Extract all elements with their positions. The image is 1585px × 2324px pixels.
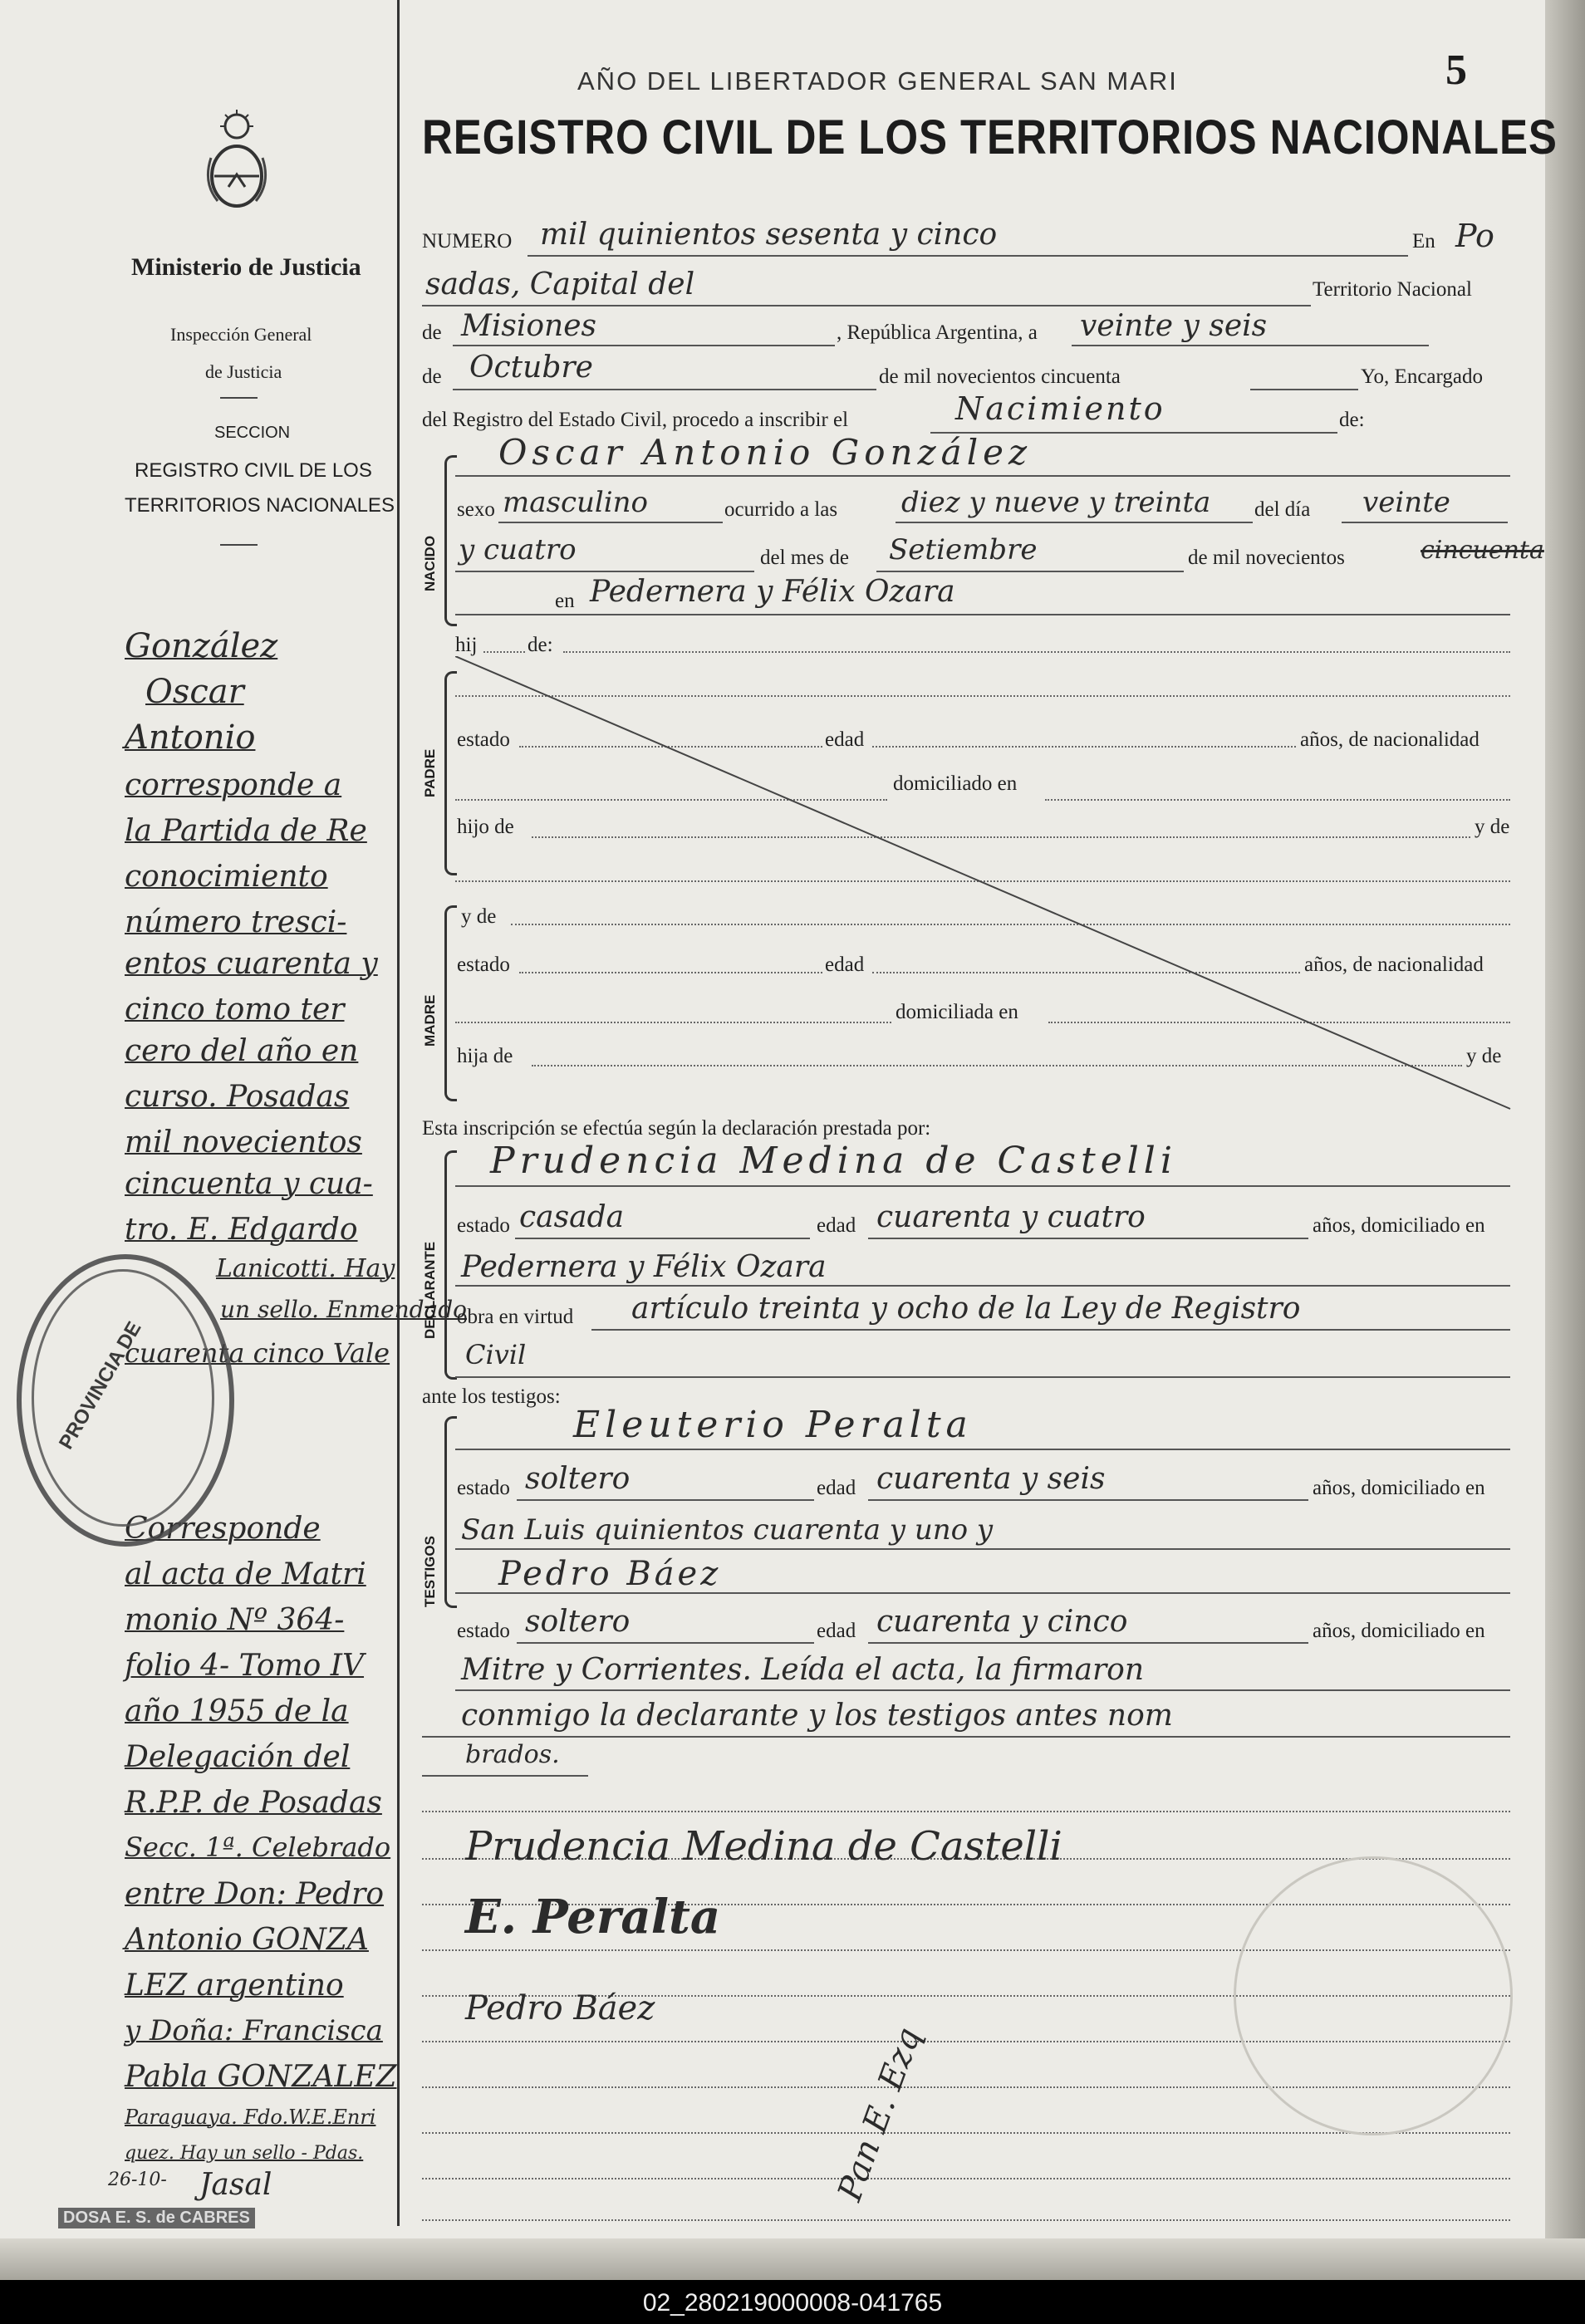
- testigo1-domicilio: San Luis quinientos cuarenta y uno y: [461, 1513, 994, 1547]
- territorio-label: Territorio Nacional: [1313, 278, 1472, 301]
- madre-y-de2-label: y de: [1466, 1045, 1502, 1067]
- obra-label: obra en virtud: [457, 1306, 574, 1328]
- page-edge-shadow: [1545, 0, 1585, 2280]
- hija-de-label: hija de: [457, 1045, 513, 1067]
- margin-note: corresponde a: [125, 768, 342, 802]
- margin-note: año 1955 de la: [125, 1694, 349, 1728]
- numero-value: mil quinientos sesenta y cinco: [540, 218, 998, 252]
- margin-note: Secc. 1ª. Celebrado: [125, 1831, 391, 1863]
- inspection-line-1: Inspección General: [170, 324, 312, 345]
- margin-note: 26-10-: [108, 2170, 167, 2190]
- image-caption: 02_280219000008-041765: [642, 2289, 943, 2317]
- obra-value-2: Civil: [465, 1339, 527, 1370]
- testigo2-domicilio-label: años, domiciliado en: [1313, 1620, 1485, 1642]
- margin-note: Oscar: [145, 673, 244, 711]
- margin-note: al acta de Matri: [125, 1557, 366, 1591]
- margin-note: LEZ argentino: [125, 1969, 344, 2003]
- testigo2-estado-label: estado: [457, 1620, 510, 1642]
- hijo-de-label: hijo de: [457, 816, 514, 838]
- testigo2-estado: soltero: [525, 1605, 631, 1639]
- anio-label: de mil novecientos cincuenta: [879, 365, 1121, 388]
- dia-nac-1: veinte: [1362, 486, 1450, 519]
- margin-note: Antonio GONZA: [125, 1923, 369, 1957]
- section-label-padre: PADRE: [422, 748, 438, 797]
- inspection-line-2: de Justicia: [205, 361, 282, 382]
- ocurrido-label: ocurrido a las: [724, 498, 838, 521]
- hij-label: hij: [455, 634, 478, 656]
- anio-nac: cincuenta: [1421, 536, 1544, 565]
- testigos-label: ante los testigos:: [422, 1385, 561, 1408]
- margin-note: mil novecientos: [125, 1125, 362, 1160]
- margin-note: cuarenta cinco Vale: [125, 1337, 390, 1369]
- en2-label: en: [555, 590, 575, 612]
- margin-note: un sello. Enmendado: [220, 1296, 468, 1323]
- page-title: REGISTRO CIVIL DE LOS TERRITORIOS NACIONALES: [422, 110, 1558, 164]
- declaracion-label: Esta inscripción se efectúa según la declaración prestada por:: [422, 1117, 931, 1140]
- margin-note: quez. Hay un sello - Pdas.: [125, 2143, 364, 2164]
- margin-note: R.P.P. de Posadas: [125, 1786, 382, 1820]
- testigo1-edad-label: edad: [817, 1477, 856, 1499]
- margin-note: entos cuarenta y: [125, 947, 378, 981]
- margin-note-signature: Jasal: [199, 2168, 272, 2202]
- testigo2-domicilio-2: conmigo la declarante y los testigos antes nom: [461, 1699, 1173, 1733]
- margin-note: Lanicotti. Hay: [216, 1254, 395, 1283]
- de2-label: de: [422, 365, 442, 388]
- stamp-text: PROVINCIA DE: [55, 1317, 146, 1454]
- acto-value: Nacimiento: [955, 390, 1165, 427]
- testigo1-domicilio-label: años, domiciliado en: [1313, 1477, 1485, 1499]
- madre-nacionalidad-label: años, de nacionalidad: [1304, 954, 1484, 976]
- coat-of-arms-icon: [199, 108, 274, 212]
- signature-testigo1: E. Peralta: [465, 1890, 721, 1944]
- mes-nac: Setiembre: [889, 533, 1038, 566]
- margin-note: tro. E. Edgardo: [125, 1213, 358, 1247]
- brace-testigos: [444, 1416, 457, 1608]
- testigo2-domicilio-3: brados.: [465, 1740, 560, 1769]
- ministry-label: Ministerio de Justicia: [131, 253, 361, 281]
- republica-label: , República Argentina, a: [837, 321, 1038, 344]
- mes-value: Octubre: [469, 351, 593, 385]
- del-dia-label: del día: [1254, 498, 1311, 521]
- testigo2-domicilio-1: Mitre y Corrientes. Leída el acta, la firmaron: [461, 1653, 1145, 1687]
- section-label-declarante: DECLARANTE: [422, 1241, 438, 1339]
- margin-note: Delegación del: [125, 1740, 351, 1774]
- margin-divider-line: [397, 0, 400, 2226]
- margin-note: cinco tomo ter: [125, 993, 345, 1027]
- padre-nacionalidad-label: años, de nacionalidad: [1300, 728, 1479, 751]
- section-label-testigos: TESTIGOS: [422, 1536, 438, 1607]
- testigo2-edad-label: edad: [817, 1620, 856, 1642]
- cancellation-line: [455, 656, 1519, 1113]
- section-label-nacido: NACIDO: [422, 535, 438, 591]
- en-label: En: [1412, 230, 1435, 253]
- round-stamp: [17, 1254, 234, 1547]
- testigo2-nombre: Pedro Báez: [498, 1555, 722, 1593]
- margin-note: monio Nº 364-: [125, 1603, 345, 1637]
- testigo1-estado-label: estado: [457, 1477, 510, 1499]
- padre-y-de-label: y de: [1475, 816, 1510, 838]
- de-label: de: [422, 321, 442, 344]
- section-line-2: TERRITORIOS NACIONALES: [125, 494, 395, 517]
- de-hij-label: de:: [528, 634, 553, 656]
- madre-edad-label: edad: [825, 954, 865, 976]
- page-bottom-shadow: [0, 2238, 1585, 2280]
- year-motto: AÑO DEL LIBERTADOR GENERAL SAN MARI: [577, 66, 1178, 96]
- margin-note: y Doña: Francisca: [125, 2014, 383, 2047]
- section-label: SECCION: [214, 424, 291, 442]
- declarante-domicilio-label: años, domiciliado en: [1313, 1214, 1485, 1237]
- numero-label: NUMERO: [422, 230, 513, 253]
- yo-label: Yo, Encargado: [1361, 365, 1483, 388]
- dia-nac-2: y cuatro: [459, 533, 577, 566]
- de3-label: de:: [1339, 409, 1365, 431]
- nacido-nombre: Oscar Antonio González: [498, 432, 1033, 473]
- madre-estado-label: estado: [457, 954, 510, 976]
- obra-value-1: artículo treinta y ocho de la Ley de Registro: [631, 1292, 1301, 1326]
- page-number: 5: [1445, 47, 1467, 94]
- mil-nov-label: de mil novecientos: [1188, 547, 1345, 569]
- declarante-estado-label: estado: [457, 1214, 510, 1237]
- registro-label: del Registro del Estado Civil, procedo a inscribir el: [422, 409, 849, 431]
- del-mes-label: del mes de: [760, 547, 849, 569]
- madre-y-de-label: y de: [461, 905, 497, 928]
- margin-note: conocimiento: [125, 860, 328, 894]
- declarante-edad-label: edad: [817, 1214, 856, 1237]
- margin-stamp-text: DOSA E. S. de CABRES: [58, 2208, 255, 2228]
- declarante-domicilio: Pedernera y Félix Ozara: [461, 1250, 827, 1284]
- en-value-2: sadas, Capital del: [425, 267, 695, 302]
- margin-note: Paraguaya. Fdo.W.E.Enri: [125, 2106, 376, 2129]
- brace-nacido: [444, 455, 457, 626]
- margin-note: entre Don: Pedro: [125, 1877, 385, 1911]
- signature-encargado: Pan E. Ezq: [831, 2022, 929, 2206]
- padre-estado-label: estado: [457, 728, 510, 751]
- sexo-label: sexo: [457, 498, 495, 521]
- hora-value: diez y nueve y treinta: [901, 486, 1211, 519]
- margin-note: la Partida de Re: [125, 814, 367, 848]
- en-value-1: Po: [1455, 218, 1494, 254]
- territorio-value: Misiones: [461, 309, 597, 343]
- testigo2-edad: cuarenta y cinco: [876, 1605, 1128, 1639]
- section-line-1: REGISTRO CIVIL DE LOS: [135, 459, 372, 482]
- testigo1-nombre: Eleuterio Peralta: [573, 1404, 973, 1446]
- margin-note: folio 4- Tomo IV: [125, 1649, 365, 1683]
- divider: [220, 397, 258, 399]
- margin-note: cincuenta y cua-: [125, 1167, 373, 1201]
- signature-declarante: Prudencia Medina de Castelli: [465, 1823, 1062, 1870]
- dia-value: veinte y seis: [1080, 309, 1268, 343]
- madre-domiciliada-label: domiciliada en: [896, 1001, 1018, 1023]
- margin-note: Antonio: [125, 718, 256, 757]
- section-label-madre: MADRE: [422, 994, 438, 1047]
- margin-note: González: [125, 627, 278, 665]
- faint-stamp: [1234, 1856, 1513, 2135]
- lugar-nac: Pedernera y Félix Ozara: [590, 575, 955, 609]
- testigo1-edad: cuarenta y seis: [876, 1462, 1106, 1496]
- margin-note: Pabla GONZALEZ: [125, 2060, 397, 2094]
- divider: [220, 544, 258, 546]
- sexo-value: masculino: [503, 486, 649, 519]
- margin-note: cero del año en: [125, 1034, 359, 1068]
- signature-testigo2: Pedro Báez: [465, 1989, 655, 2027]
- padre-edad-label: edad: [825, 728, 865, 751]
- declarante-nombre: Prudencia Medina de Castelli: [490, 1140, 1177, 1182]
- margin-note: curso. Posadas: [125, 1080, 350, 1114]
- padre-domiciliado-label: domiciliado en: [893, 772, 1018, 795]
- declarante-estado: casada: [519, 1200, 625, 1234]
- testigo1-estado: soltero: [525, 1462, 631, 1496]
- declarante-edad: cuarenta y cuatro: [876, 1200, 1146, 1234]
- margin-note: número tresci-: [125, 905, 347, 939]
- margin-note: Corresponde: [125, 1512, 321, 1546]
